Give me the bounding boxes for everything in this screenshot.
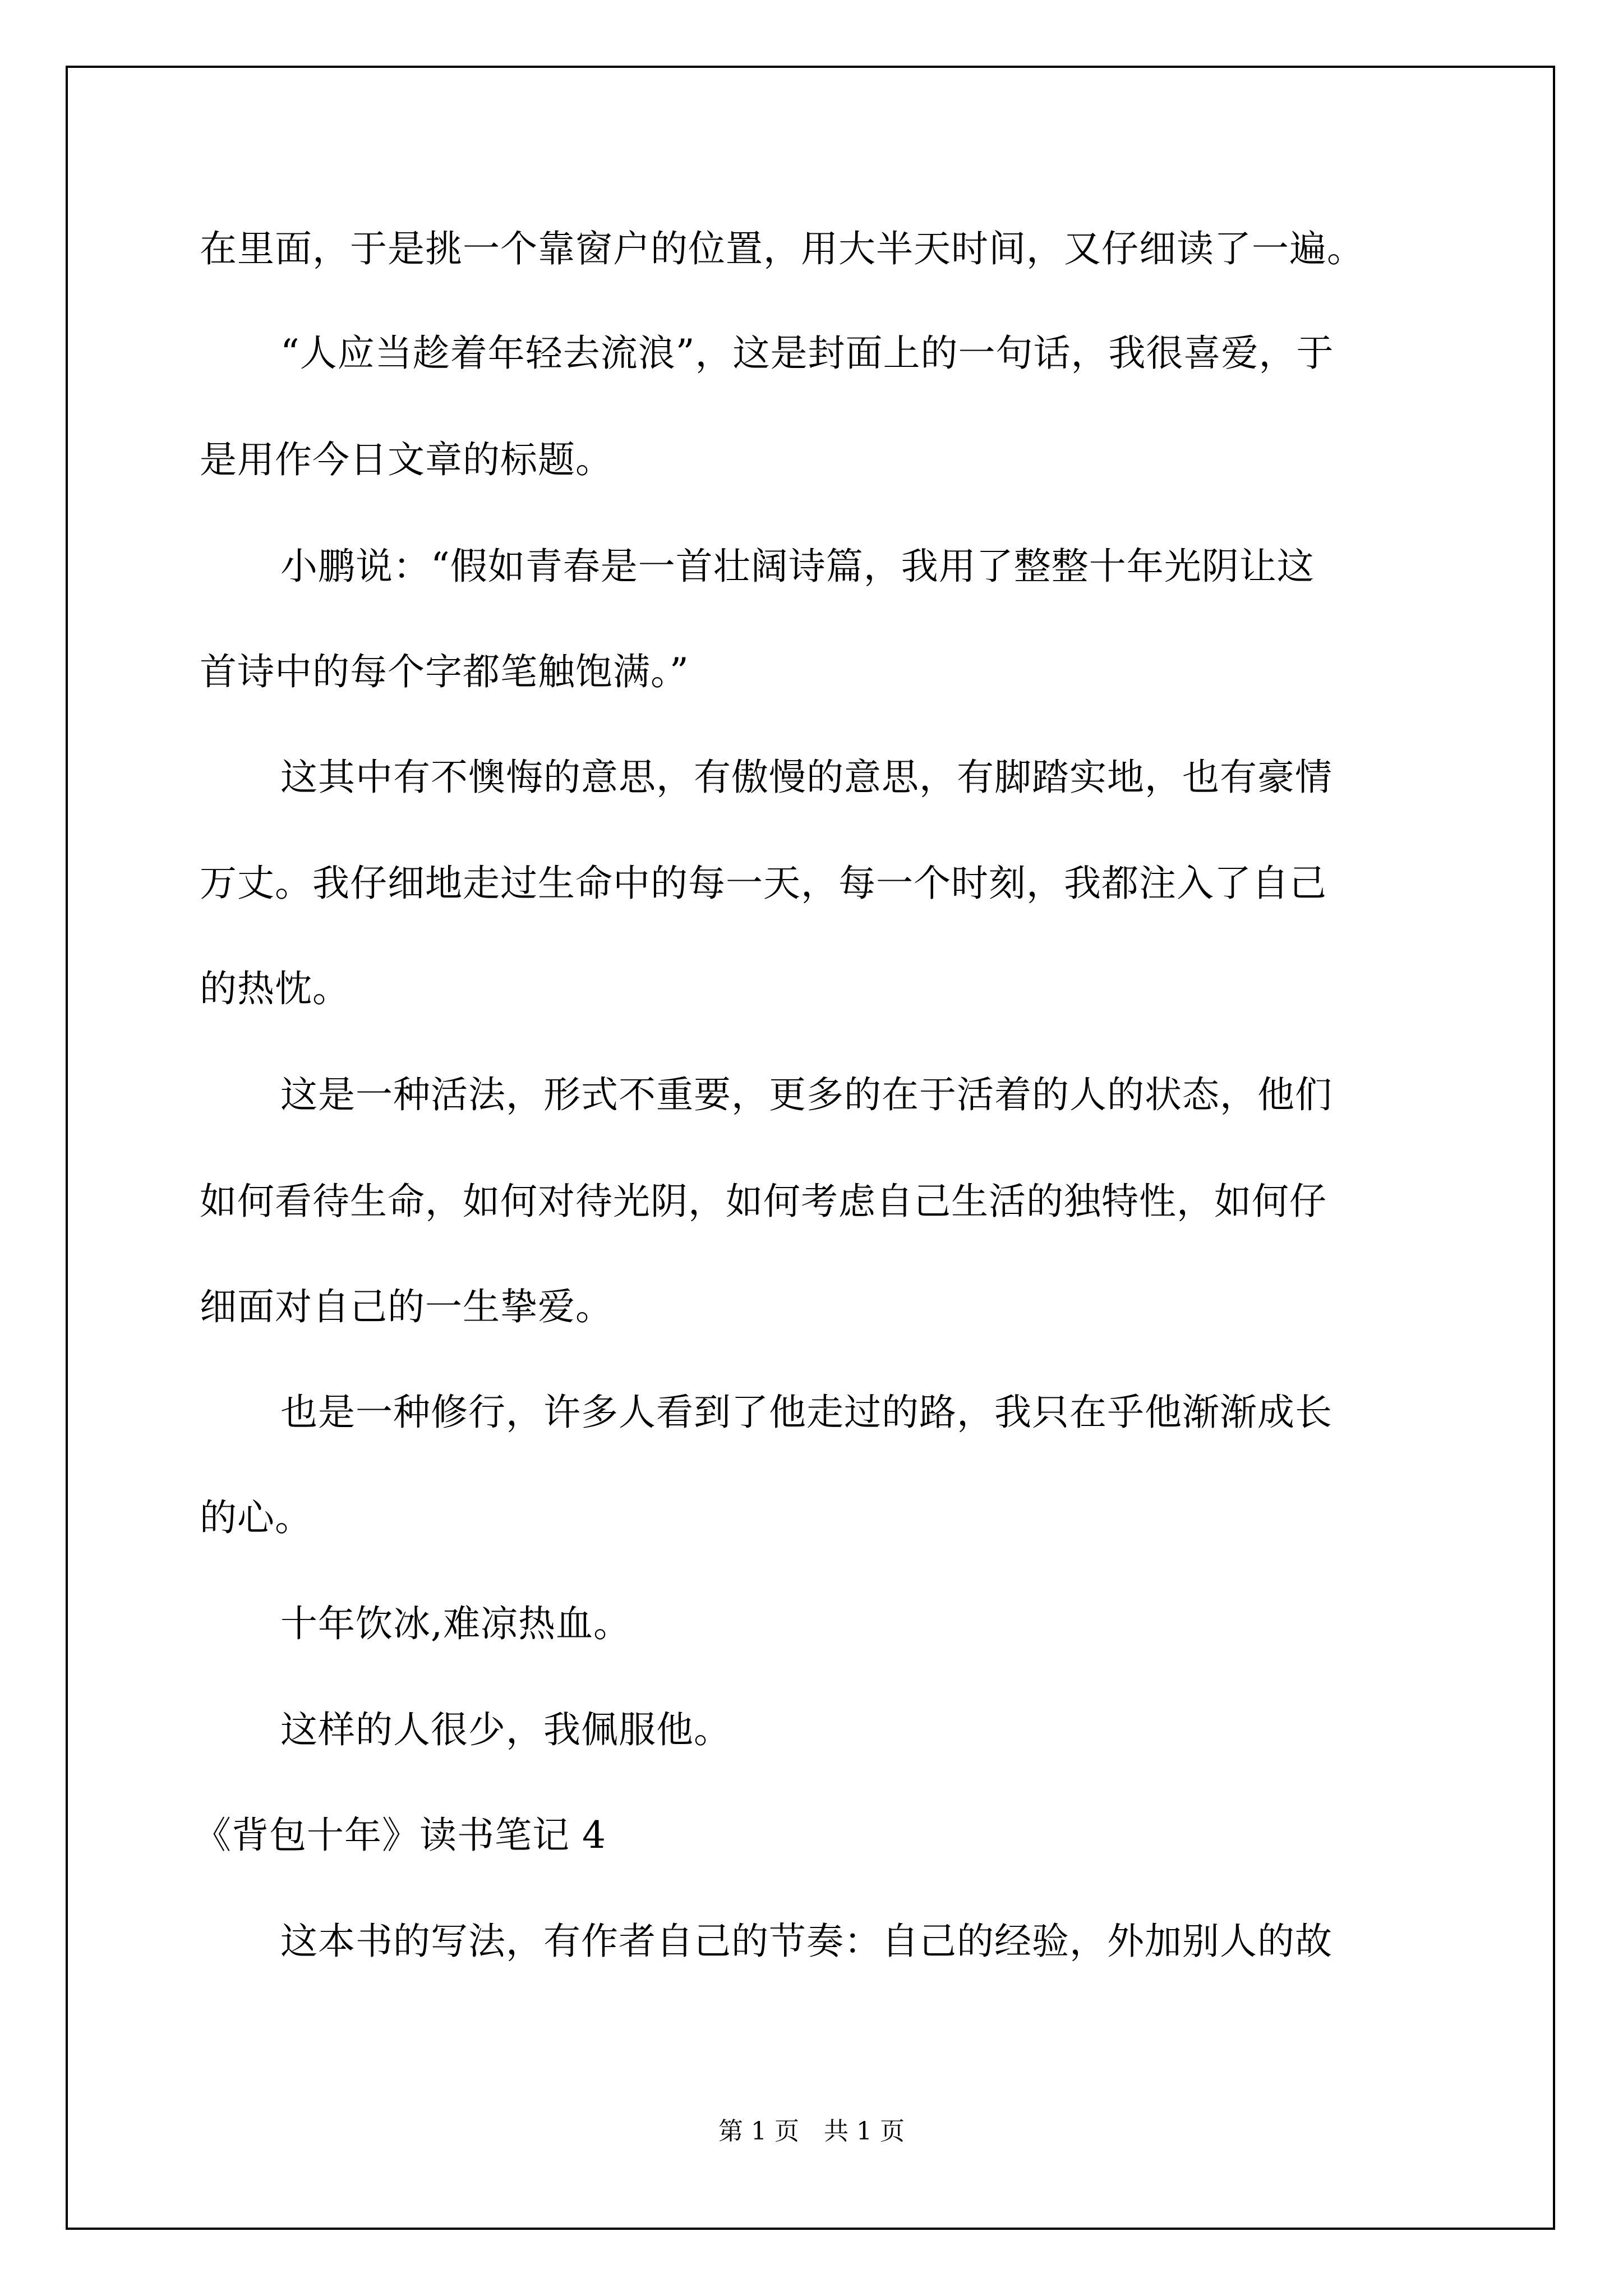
page-border <box>66 66 1555 2230</box>
page-number: 第 1 页 <box>718 2117 799 2146</box>
text-line-9: 这是一种活法，形式不重要，更多的在于活着的人的状态，他们 <box>280 1073 1332 1116</box>
page-total: 共 1 页 <box>824 2117 905 2146</box>
text-line-3: 是用作今日文章的标题。 <box>200 438 613 481</box>
text-line-14: 十年饮冰,难凉热血。 <box>280 1602 631 1645</box>
text-line-1: 在里面，于是挑一个靠窗户的位置，用大半天时间，又仔细读了一遍。 <box>200 227 1364 270</box>
page-footer <box>0 2116 1623 2147</box>
text-line-8: 的热忱。 <box>200 967 350 1010</box>
text-line-13: 的心。 <box>200 1496 312 1539</box>
text-line-5: 首诗中的每个字都笔触饱满。” <box>200 650 689 693</box>
text-line-7: 万丈。我仔细地走过生命中的每一天，每一个时刻，我都注入了自己 <box>200 862 1327 905</box>
text-line-6: 这其中有不懊悔的意思，有傲慢的意思，有脚踏实地，也有豪情 <box>280 756 1332 799</box>
text-line-2: “人应当趁着年轻去流浪”，这是封面上的一句话，我很喜爱，于 <box>280 332 1334 375</box>
text-line-10: 如何看待生命，如何对待光阴，如何考虑自己生活的独特性，如何仔 <box>200 1180 1327 1223</box>
section-heading: 《背包十年》读书笔记 4 <box>194 1814 606 1857</box>
text-line-12: 也是一种修行，许多人看到了他走过的路，我只在乎他渐渐成长 <box>280 1391 1332 1434</box>
text-line-11: 细面对自己的一生挚爱。 <box>200 1285 613 1328</box>
text-line-17: 这本书的写法，有作者自己的节奏：自己的经验，外加别人的故 <box>280 1920 1332 1963</box>
text-line-15: 这样的人很少，我佩服他。 <box>280 1708 731 1751</box>
text-line-4: 小鹏说：“假如青春是一首壮阔诗篇，我用了整整十年光阴让这 <box>280 545 1315 588</box>
